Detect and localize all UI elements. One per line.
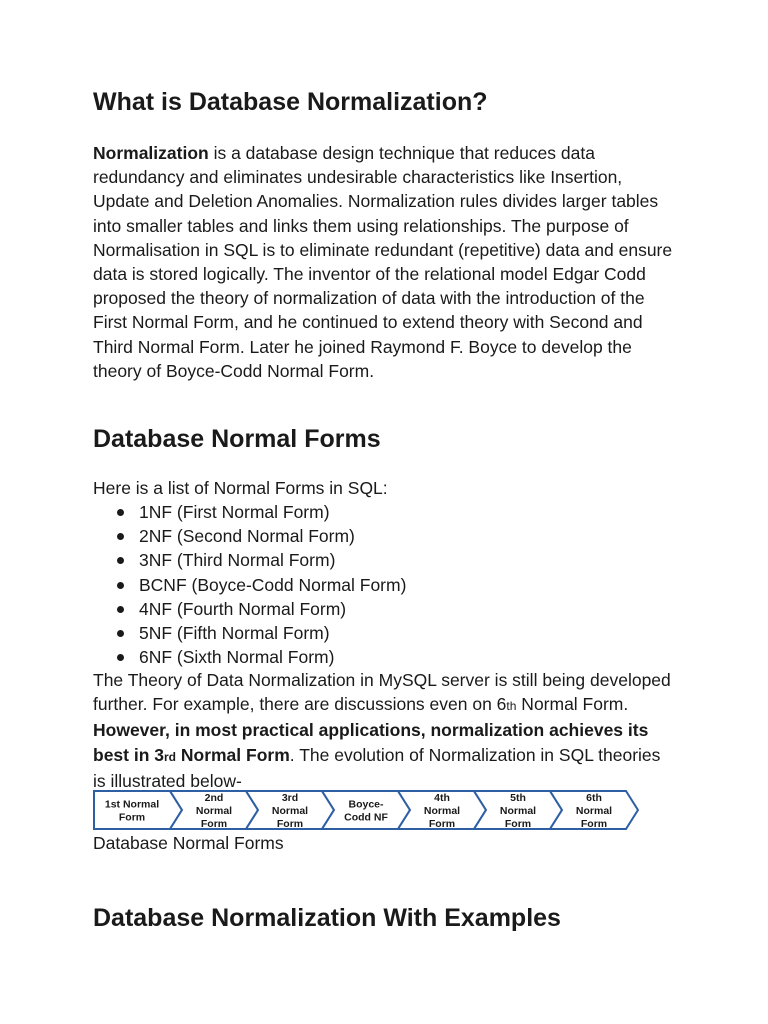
diagram-step-line: Normal: [271, 805, 309, 817]
bullet-icon: [117, 582, 124, 589]
page-title: What is Database Normalization?: [93, 88, 488, 116]
diagram-step-line: Normal: [575, 805, 613, 817]
diagram-step-line: Form: [276, 818, 304, 830]
list-item-label: 4NF (Fourth Normal Form): [139, 598, 347, 619]
bullet-icon: [117, 557, 124, 564]
diagram-step-line: 1st Normal: [104, 798, 160, 811]
theory-text-1: The Theory of Data Normalization in MySQL server is still being developed further. For example, there are discussions even on 6: [93, 670, 671, 715]
diagram-step-line: Form: [200, 818, 228, 830]
section-heading-normal-forms: Database Normal Forms: [93, 425, 381, 453]
theory-bold-2: Normal Form: [176, 744, 290, 765]
bullet-icon: [117, 509, 124, 516]
list-item-label: 3NF (Third Normal Form): [139, 550, 336, 571]
diagram-step-line: Normal: [195, 805, 233, 817]
list-item: [93, 524, 406, 548]
list-item-label: 2NF (Second Normal Form): [139, 526, 355, 547]
diagram-step-line: Normal: [423, 805, 461, 817]
diagram-step-line: Form: [580, 818, 608, 830]
theory-text-2: Normal Form.: [516, 694, 629, 715]
bullet-icon: [117, 533, 124, 540]
diagram-step-line: 2nd: [204, 792, 224, 804]
list-item: [93, 621, 406, 645]
list-item-label: BCNF (Boyce-Codd Normal Form): [139, 574, 407, 595]
diagram-step-line: 3rd: [281, 792, 299, 804]
theory-bold-1: However, in most practical applications, normalization achieves its best in 3: [93, 720, 649, 765]
bullet-icon: [117, 606, 124, 613]
theory-sup-rd: rd: [164, 749, 176, 764]
diagram-caption: Database Normal Forms: [93, 833, 284, 853]
diagram-step-line: 5th: [510, 792, 526, 804]
theory-sup-th: th: [506, 699, 517, 714]
section-heading-examples: Database Normalization With Examples: [93, 904, 561, 932]
theory-text-3: . The evolution of Normalization in SQL theories is illustrated below-: [93, 744, 661, 791]
list-item-label: 5NF (Fifth Normal Form): [139, 623, 330, 644]
list-item: [93, 573, 406, 597]
list-item-label: 6NF (Sixth Normal Form): [139, 647, 335, 668]
bullet-icon: [117, 654, 124, 661]
intro-bold-term: Normalization: [93, 143, 209, 163]
diagram-step-line: Form: [428, 818, 456, 830]
diagram-step-line: 6th: [586, 792, 602, 804]
diagram-step-line: Form: [504, 818, 532, 830]
diagram-step-line: Normal: [499, 805, 537, 817]
intro-text: is a database design technique that reduces data redundancy and eliminates undesirable characteristics like Insertion, Update and Deletion Anomalies. Normalization rules divides larger tables into smaller tables and links them using relationships. The purpose of Normalisation in SQL is to eliminate redundant (repetitive) data and ensure data is stored logically. The inventor of the relational model Edgar Codd proposed the theory of normalization of data with the introduction of the First Normal Form, and he continued to extend theory with Second and Third Normal Form. Later he joined Raymond F. Boyce to develop the theory of Boyce-Codd Normal Form.: [93, 143, 673, 381]
diagram-step-line: Boyce-: [348, 798, 384, 811]
list-item: [93, 500, 406, 524]
normal-forms-list: [93, 500, 406, 669]
normal-forms-diagram: [93, 790, 639, 830]
list-item: [93, 645, 406, 669]
diagram-step-line: 4th: [434, 792, 450, 804]
list-item-label: 1NF (First Normal Form): [139, 502, 330, 522]
intro-paragraph: [93, 141, 673, 383]
list-intro: Here is a list of Normal Forms in SQL:: [93, 478, 388, 498]
theory-paragraph: [93, 668, 673, 793]
list-item: [93, 597, 406, 621]
diagram-step-line: Form: [118, 811, 146, 824]
diagram-step-label: [344, 799, 388, 824]
list-item: [93, 548, 406, 572]
diagram-step-line: Codd NF: [344, 811, 388, 824]
bullet-icon: [117, 630, 124, 637]
